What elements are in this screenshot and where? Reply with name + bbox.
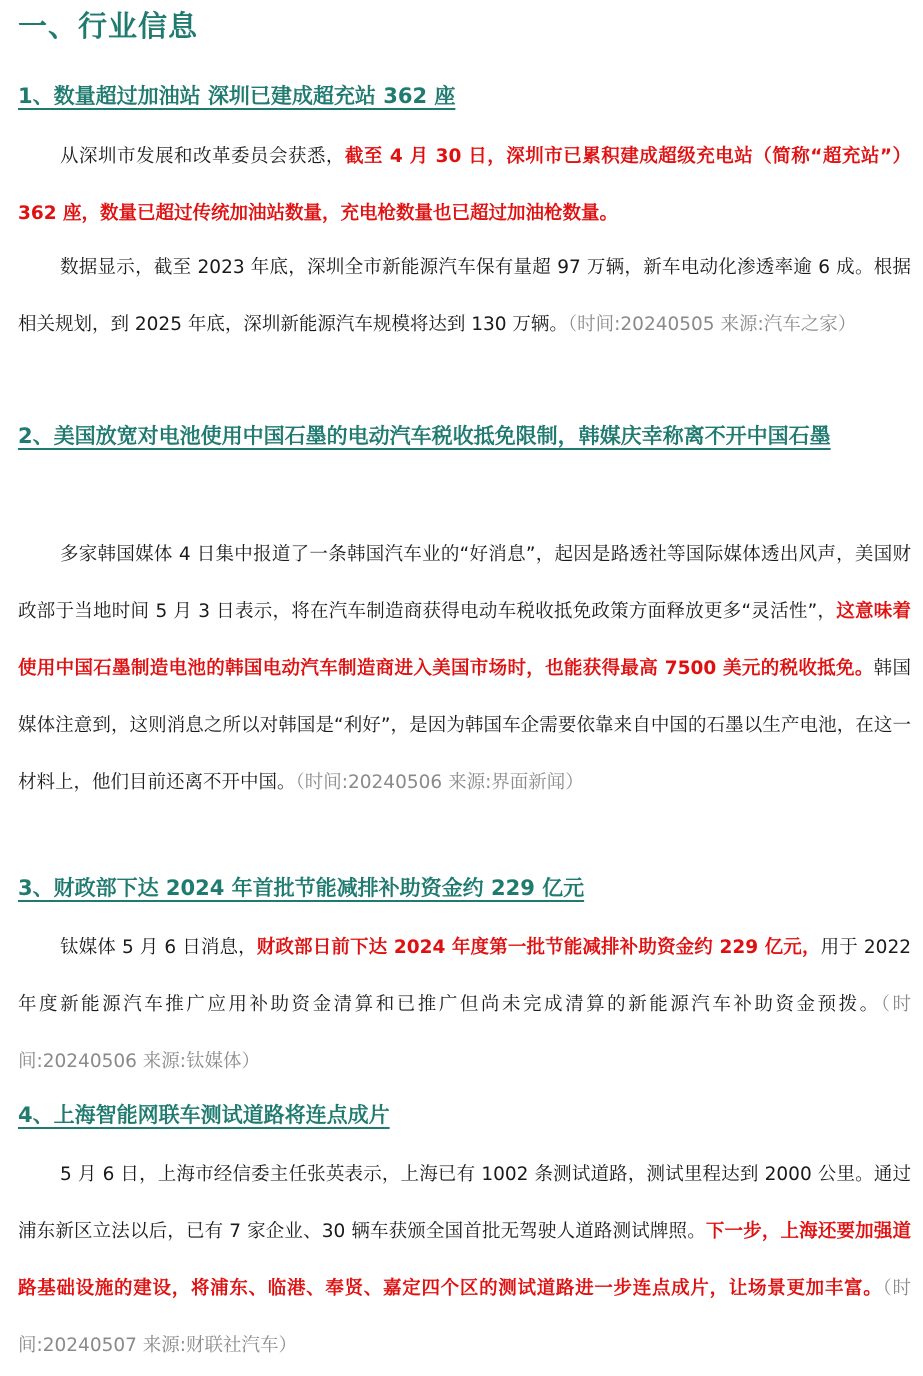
section-3-p1-highlight: 财政部日前下达 2024 年度第一批节能减排补助资金约 229 亿元，: [256, 937, 821, 958]
section-1-p2-time: （时间:20240505: [567, 314, 715, 335]
section-1-paragraph-2: [18, 239, 911, 353]
section-3-p1-text-after: 用于 2022 年度新能源汽车推广应用补助资金清算和已推广但尚未完成清算的新能源汽车补助资金预拨。: [18, 937, 911, 1015]
section-2-paragraph-1: [18, 526, 911, 811]
section-2-p1-text-after: 韩国媒体注意到，这则消息之所以对韩国是“利好”，是因为韩国车企需要依靠来自中国的石墨以生产电池，在这一材料上，他们目前还离不开中国。: [18, 658, 911, 793]
section-3-paragraph-1: [18, 919, 911, 1090]
section-2-p1-text: 多家韩国媒体 4 日集中报道了一条韩国汽车业的“好消息”，起因是路透社等国际媒体透出风声，美国财政部于当地时间 5 月 3 日表示，将在汽车制造商获得电动车税收抵免政策方面释放更多“灵活性”，: [18, 544, 911, 622]
section-1-title: 1、数量超过加油站 深圳已建成超充站 362 座: [18, 84, 456, 108]
section-2-p1-source: 来源:界面新闻）: [448, 772, 584, 793]
section-1-p2-text: 数据显示，截至 2023 年底，深圳全市新能源汽车保有量超 97 万辆，新车电动化渗透率逾 6 成。根据相关规划，到 2025 年底，深圳新能源汽车规模将达到 130 万辆。: [18, 257, 911, 335]
section-3-title: 3、财政部下达 2024 年首批节能减排补助资金约 229 亿元: [18, 876, 585, 900]
section-1-p1-text: 从深圳市发展和改革委员会获悉，: [60, 146, 345, 167]
section-2-p1-time: （时间:20240506: [295, 772, 443, 793]
section-3-p1-source: 来源:钛媒体）: [142, 1051, 261, 1072]
section-3-p1-text: 钛媒体 5 月 6 日消息，: [60, 937, 257, 958]
section-4-p1-source: 来源:财联社汽车）: [142, 1335, 298, 1356]
section-4-paragraph-1: [18, 1146, 911, 1374]
section-1-paragraph-1: [18, 128, 911, 242]
section-4-p1-time: （时间:20240507: [18, 1278, 911, 1356]
page-title: 一、行业信息: [18, 9, 199, 43]
section-4-p1-highlight: 下一步，上海还要加强道路基础设施的建设，将浦东、临港、奉贤、嘉定四个区的测试道路进一步连点成片，让场景更加丰富。: [18, 1221, 911, 1299]
section-1-p1-highlight: 截至 4 月 30 日，深圳市已累积建成超级充电站（简称“超充站”）362 座，数量已超过传统加油站数量，充电枪数量也已超过加油枪数量。: [18, 146, 911, 224]
section-4-title: 4、上海智能网联车测试道路将连点成片: [18, 1103, 390, 1127]
section-2-title: 2、美国放宽对电池使用中国石墨的电动汽车税收抵免限制，韩媒庆幸称离不开中国石墨: [18, 424, 831, 448]
section-4-p1-text: 5 月 6 日，上海市经信委主任张英表示，上海已有 1002 条测试道路，测试里程达到 2000 公里。通过浦东新区立法以后，已有 7 家企业、30 辆车获颁全国首批无驾驶人道路测试牌照。: [18, 1164, 911, 1242]
section-1-p2-source: 来源:汽车之家）: [720, 314, 857, 335]
section-3-p1-time: （时间:20240506: [18, 994, 911, 1072]
section-2-p1-highlight: 这意味着使用中国石墨制造电池的韩国电动汽车制造商进入美国市场时，也能获得最高 7500 美元的税收抵免。: [18, 601, 911, 679]
